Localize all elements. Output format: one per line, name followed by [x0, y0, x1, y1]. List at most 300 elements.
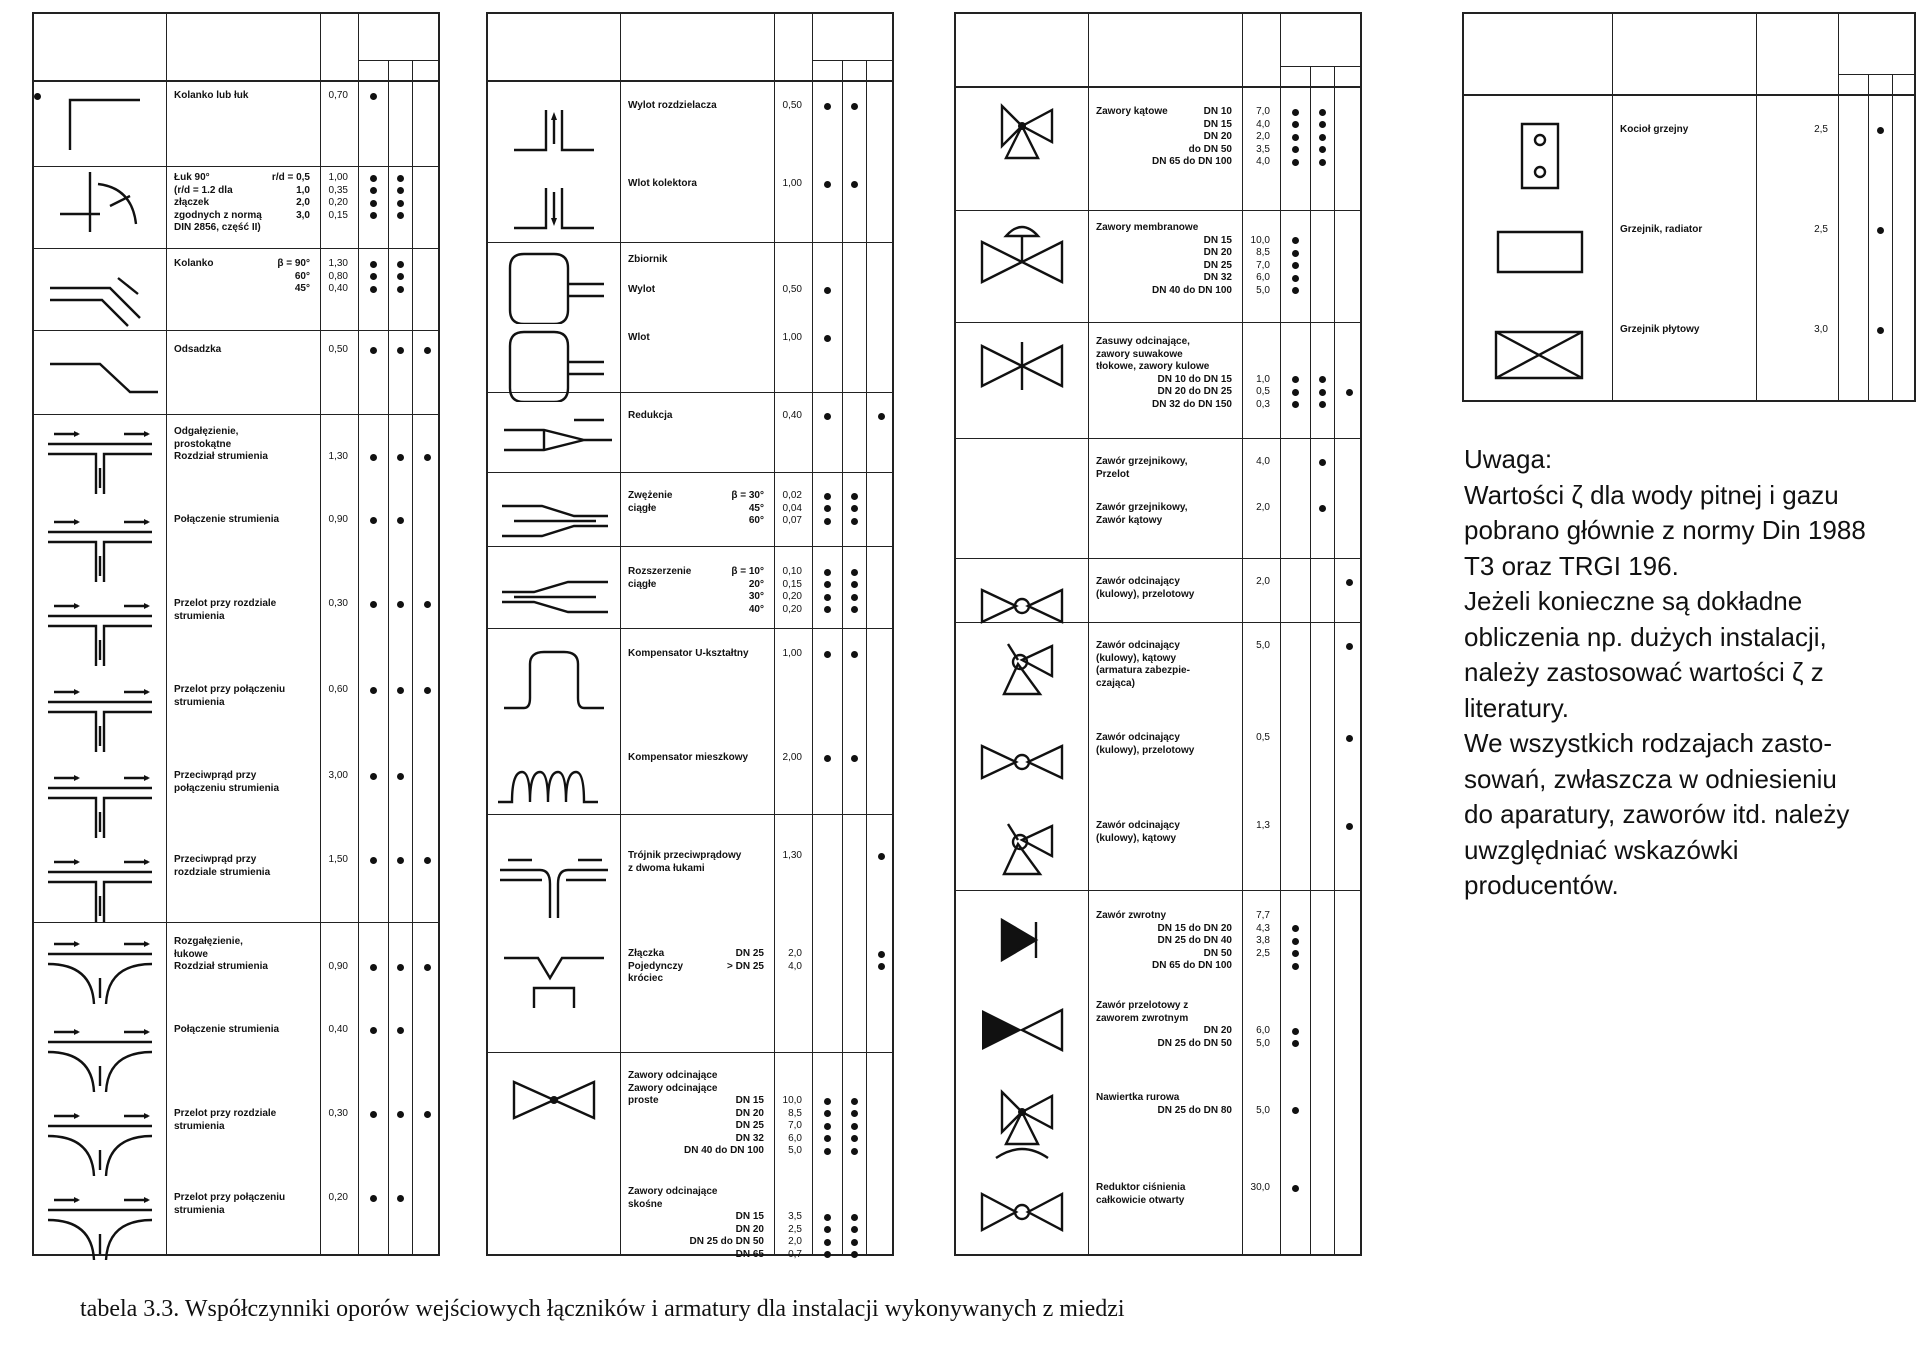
usage-dot: [851, 1214, 858, 1221]
zeta-value: 3,0: [1814, 324, 1828, 335]
valve-angle-icon: [962, 96, 1082, 176]
fitting-name: Zwężenie ciągłe: [628, 490, 673, 514]
zeta-value: 0,40: [782, 410, 802, 421]
symbol-cell: [962, 1172, 1082, 1257]
note-line: Wartości ζ dla wody pitnej i gazu: [1464, 479, 1839, 510]
zeta-value: 0,50: [328, 344, 348, 355]
symbol-cell: [494, 480, 614, 565]
fittings-table-4: [1462, 12, 1916, 402]
usage-dot: [851, 606, 858, 613]
usage-dot: [1319, 134, 1326, 141]
usage-dot: [370, 1195, 377, 1202]
arc-split-icon: [40, 926, 160, 1006]
fitting-variant: DN 15 do DN 20 DN 25 do DN 40 DN 50 DN 65 do DN 100: [1151, 922, 1232, 971]
ball2-icon: [962, 722, 1082, 802]
symbol-cell: [962, 900, 1082, 985]
fitting-variant: DN 15 DN 20 DN 25 do DN 50 DN 65: [689, 1211, 764, 1260]
zeta-value: 0,5: [1256, 732, 1270, 743]
usage-dot: [397, 1111, 404, 1118]
zeta-value: 10,0 8,5 7,0 6,0 5,0: [1250, 234, 1270, 296]
fitting-variant: β = 90° 60° 45°: [277, 258, 310, 294]
zeta-value: 0,50: [782, 100, 802, 111]
usage-dot: [878, 951, 885, 958]
usage-dot: [851, 1148, 858, 1155]
usage-dot: [1319, 146, 1326, 153]
table-header: [34, 14, 438, 82]
usage-dot: [370, 601, 377, 608]
ucomp-icon: [494, 638, 614, 718]
usage-dot: [1292, 950, 1299, 957]
usage-dot: [1319, 121, 1326, 128]
usage-dot: [1346, 579, 1353, 586]
zeta-value: 3,00: [328, 770, 348, 781]
usage-dot: [1292, 376, 1299, 383]
zeta-value: 0,70: [328, 90, 348, 101]
zeta-value: 1,30 0,80 0,40: [328, 258, 348, 294]
usage-dot: [1292, 159, 1299, 166]
note-line: T3 oraz TRGI 196.: [1464, 550, 1679, 581]
usage-dot: [824, 103, 831, 110]
symbol-cell: [40, 248, 160, 333]
fitting-name: Redukcja: [628, 410, 673, 421]
note-line: uwzględniać wskazówki: [1464, 834, 1739, 865]
usage-dot: [824, 518, 831, 525]
fitting-name: Wlot: [628, 332, 650, 343]
zeta-value: 7,0 4,0 2,0 3,5 4,0: [1256, 106, 1270, 167]
column-line: [1756, 14, 1757, 400]
valve-membrane-icon: [962, 212, 1082, 292]
fitting-name: Rozgałęzienie, łukowe Rozdział strumienia: [174, 936, 268, 972]
usage-dot: [824, 1098, 831, 1105]
usage-dot: [1292, 1107, 1299, 1114]
tee-join-icon: [40, 504, 160, 584]
row-divider: [956, 210, 1360, 211]
fitting-name: Trójnik przeciwprądowy z dwoma łukami: [628, 850, 742, 874]
symbol-cell: [494, 90, 614, 175]
column-line: [1838, 14, 1839, 400]
usage-dot: [397, 286, 404, 293]
usage-dot: [851, 651, 858, 658]
usage-dot: [370, 517, 377, 524]
usage-dot: [1292, 146, 1299, 153]
usage-dot: [1292, 389, 1299, 396]
symbol-cell: [40, 504, 160, 589]
fitting-variant: DN 25 do DN 80: [1157, 1104, 1232, 1116]
usage-dot: [1346, 823, 1353, 830]
zeta-value: 2,5: [1814, 224, 1828, 235]
usage-dot: [851, 505, 858, 512]
zeta-value: 0,02 0,04 0,07: [782, 490, 802, 526]
reducer-icon: [494, 400, 614, 480]
column-line: [1868, 74, 1869, 400]
zeta-value: 0,10 0,15 0,20 0,20: [782, 566, 802, 615]
usage-dot: [1319, 459, 1326, 466]
column-line: [166, 14, 167, 1254]
fittings-table-1: [32, 12, 440, 1256]
note-line: literatury.: [1464, 692, 1569, 723]
usage-dot: [824, 1251, 831, 1258]
fitting-name: Zbiornik: [628, 254, 668, 265]
usage-dot: [1292, 287, 1299, 294]
symbol-cell: [40, 926, 160, 1011]
check-icon: [962, 900, 1082, 980]
usage-dot: [424, 857, 431, 864]
symbol-cell: [40, 162, 160, 247]
usage-dot: [397, 175, 404, 182]
symbol-cell: [962, 96, 1082, 181]
usage-dot: [851, 569, 858, 576]
column-line: [1088, 14, 1089, 1254]
usage-dot: [824, 505, 831, 512]
fitting-name: Kompensator U-kształtny: [628, 648, 749, 659]
radiator-icon: [1478, 214, 1598, 294]
zeta-value: 1,50: [328, 854, 348, 865]
usage-dot: [851, 1135, 858, 1142]
usage-dot: [1292, 1040, 1299, 1047]
zeta-value: 3,5 2,5 2,0 0,7: [788, 1211, 802, 1260]
symbol-cell: [494, 556, 614, 641]
usage-dot: [424, 964, 431, 971]
usage-dot: [397, 1027, 404, 1034]
usage-divider: [1280, 66, 1360, 67]
symbol-cell: [494, 244, 614, 329]
fitting-name: Kompensator mieszkowy: [628, 752, 749, 763]
zeta-value: 5,0: [1256, 1104, 1270, 1116]
fitting-name: Kolanko: [174, 258, 214, 269]
fitting-name: Zasuwy odcinające, zawory suwakowe tłokowe, zawory kulowe: [1096, 336, 1210, 372]
zeta-value: 0,60: [328, 684, 348, 695]
usage-dot: [370, 200, 377, 207]
usage-dot: [1877, 327, 1884, 334]
usage-dot: [397, 187, 404, 194]
usage-dot: [1346, 643, 1353, 650]
column-line: [1280, 14, 1281, 1254]
symbol-cell: [1478, 114, 1598, 199]
usage-dot: [824, 413, 831, 420]
usage-dot: [397, 200, 404, 207]
manifold-in-icon: [494, 168, 614, 248]
usage-dot: [370, 1111, 377, 1118]
arc-pass2-icon: [40, 1182, 160, 1262]
usage-dot: [878, 413, 885, 420]
row-divider: [488, 1052, 892, 1053]
symbol-cell: [962, 810, 1082, 895]
usage-dot: [370, 687, 377, 694]
valve-straight-icon: [494, 1060, 614, 1140]
column-line: [866, 60, 867, 1254]
tee-pass2-icon: [40, 674, 160, 754]
usage-dot: [424, 1111, 431, 1118]
usage-dot: [1319, 505, 1326, 512]
usage-dot: [370, 261, 377, 268]
usage-dot: [1319, 401, 1326, 408]
table-header: [488, 14, 892, 82]
column-line: [1892, 74, 1893, 400]
column-line: [412, 60, 413, 1254]
symbol-cell: [40, 760, 160, 845]
narrow-icon: [494, 480, 614, 560]
usage-dot: [1319, 109, 1326, 116]
usage-dot: [851, 493, 858, 500]
zeta-value: 0,40: [328, 1024, 348, 1035]
fitting-name: Zawór odcinający (kulowy), przelotowy: [1096, 576, 1195, 600]
usage-dot: [824, 755, 831, 762]
tank2-icon: [494, 322, 614, 402]
usage-dot: [424, 347, 431, 354]
symbol-cell: [494, 400, 614, 485]
usage-dot: [1292, 963, 1299, 970]
usage-dot: [824, 493, 831, 500]
symbol-cell: [1478, 214, 1598, 299]
usage-dot: [851, 1098, 858, 1105]
row-divider: [956, 438, 1360, 439]
fitting-name: Łuk 90° (r/d = 1.2 dla złączek zgodnych z normą DIN 2856, część II): [174, 172, 262, 233]
usage-dot: [424, 687, 431, 694]
gate-icon: [962, 326, 1082, 406]
row-divider: [956, 322, 1360, 323]
usage-dot: [1292, 250, 1299, 257]
fitting-name: Zawór zwrotny: [1096, 910, 1167, 921]
usage-dot: [397, 517, 404, 524]
zeta-value: 2,5: [1814, 124, 1828, 135]
symbol-cell: [494, 638, 614, 723]
fitting-name: Połączenie strumienia: [174, 1024, 280, 1035]
fitting-name: Złączka Pojedynczy króciec: [628, 948, 684, 984]
arc-pass-icon: [40, 1098, 160, 1178]
symbol-cell: [40, 416, 160, 501]
zeta-value: 2,0: [1256, 502, 1270, 513]
note-line: Jeżeli konieczne są dokładne: [1464, 586, 1803, 616]
column-line: [320, 14, 321, 1254]
bend-icon: [40, 248, 160, 328]
usage-dot: [397, 273, 404, 280]
usage-dot: [824, 1226, 831, 1233]
fitting-name: Kocioł grzejny: [1620, 124, 1689, 135]
zeta-value: 2,0 4,0: [788, 948, 802, 972]
usage-dot: [1319, 159, 1326, 166]
usage-dot: [397, 687, 404, 694]
symbol-cell: [494, 840, 614, 925]
panel-icon: [1478, 314, 1598, 394]
usage-dot: [824, 569, 831, 576]
column-line: [1242, 14, 1243, 1254]
zeta-value: 1,30: [782, 850, 802, 861]
column-line: [1334, 66, 1335, 1254]
row-divider: [956, 558, 1360, 559]
symbol-cell: [494, 742, 614, 827]
fitting-name: Odgałęzienie, prostokątne Rozdział strumienia: [174, 426, 268, 462]
fitting-variant: DN 10 do DN 15 DN 20 do DN 25 DN 32 do DN 150: [1151, 373, 1232, 410]
symbol-cell: [40, 588, 160, 673]
symbol-cell: [40, 1182, 160, 1267]
fitting-name: Zawory membranowe: [1096, 222, 1199, 233]
zeta-value: 2,00: [782, 752, 802, 763]
usage-divider: [358, 60, 438, 61]
fitting-variant: β = 10° 20° 30° 40°: [731, 566, 764, 615]
usage-dot: [1292, 262, 1299, 269]
usage-dot: [424, 601, 431, 608]
ytee-icon: [494, 840, 614, 920]
fitting-name: Zawór przelotowy z zaworem zwrotnym: [1096, 1000, 1189, 1024]
usage-dot: [824, 335, 831, 342]
usage-dot: [397, 347, 404, 354]
fitting-name: Zawór grzejnikowy, Przelot: [1096, 456, 1188, 480]
usage-dot: [397, 261, 404, 268]
usage-dot: [1292, 401, 1299, 408]
note-line: Uwaga:: [1464, 444, 1553, 474]
check2-icon: [962, 990, 1082, 1070]
symbol-cell: [40, 674, 160, 759]
fitting-name: Zawór odcinający (kulowy), kątowy (armatura zabezpie- czająca): [1096, 640, 1190, 689]
symbol-cell: [494, 938, 614, 1023]
zeta-value: 30,0: [1250, 1182, 1270, 1193]
symbol-cell: [494, 1060, 614, 1145]
usage-dot: [1319, 376, 1326, 383]
symbol-cell: [962, 1082, 1082, 1167]
zeta-value: 7,7 4,3 3,8 2,5: [1256, 910, 1270, 959]
table-header: [956, 14, 1360, 88]
fitting-variant: β = 30° 45° 60°: [731, 490, 764, 526]
symbol-cell: [40, 334, 160, 419]
zeta-value: 0,90: [328, 514, 348, 525]
tank-icon: [494, 244, 614, 324]
fitting-variant: DN 20 DN 25 do DN 50: [1157, 1025, 1232, 1049]
usage-dot: [370, 857, 377, 864]
usage-dot: [824, 1110, 831, 1117]
usage-dot: [824, 581, 831, 588]
fitting-name: Grzejnik płytowy: [1620, 324, 1700, 335]
usage-dot: [851, 1251, 858, 1258]
note-block: [1464, 442, 1866, 904]
fitting-name: Zawór odcinający (kulowy), kątowy: [1096, 820, 1180, 844]
symbol-cell: [962, 630, 1082, 715]
usage-dot: [878, 963, 885, 970]
usage-dot: [370, 286, 377, 293]
bellows-icon: [494, 742, 614, 822]
table-caption: tabela 3.3. Współczynniki oporów wejściowych łączników i armatury dla instalacji wykonywanych z miedzi: [80, 1296, 1125, 1322]
note-line: sowań, zwłaszcza w odniesieniu: [1464, 763, 1837, 794]
fitting-name: Przeciwprąd przy połączeniu strumienia: [174, 770, 280, 794]
stub-icon: [494, 938, 614, 1018]
tap-icon: [962, 1082, 1082, 1162]
usage-dot: [397, 773, 404, 780]
symbol-cell: [494, 168, 614, 253]
reducer-valve-icon: [962, 1172, 1082, 1252]
fitting-name: Rozszerzenie ciągłe: [628, 566, 692, 590]
symbol-cell: [494, 322, 614, 407]
fitting-name: Zawory kątowe: [1096, 106, 1168, 117]
fitting-name: Zawory odcinające Zawory odcinające proste: [628, 1070, 718, 1106]
fitting-name: Przelot przy połączeniu strumienia: [174, 684, 286, 708]
elbow-icon: [40, 80, 160, 160]
usage-dot: [824, 1135, 831, 1142]
fittings-table-3: [954, 12, 1362, 1256]
usage-dot: [878, 853, 885, 860]
zeta-value: 0,30: [328, 1108, 348, 1119]
usage-dot: [1292, 237, 1299, 244]
note-line: do aparatury, zaworów itd. należy: [1464, 799, 1850, 829]
fitting-name: Przeciwprąd przy rozdziale strumienia: [174, 854, 271, 878]
zeta-value: 1,00: [782, 648, 802, 659]
symbol-cell: [40, 844, 160, 929]
usage-dot: [1292, 134, 1299, 141]
usage-dot: [370, 347, 377, 354]
zeta-value: 1,00: [782, 178, 802, 189]
usage-dot: [370, 93, 377, 100]
fitting-name: Przelot przy rozdziale strumienia: [174, 1108, 277, 1132]
usage-dot: [370, 187, 377, 194]
fitting-name: Zawór grzejnikowy, Zawór kątowy: [1096, 502, 1188, 526]
arc-icon: [40, 162, 160, 242]
usage-dot: [824, 1123, 831, 1130]
usage-dot: [824, 594, 831, 601]
column-line: [358, 14, 359, 1254]
symbol-cell: [40, 1014, 160, 1099]
fitting-name: Kolanko lub łuk: [174, 90, 249, 101]
symbol-cell: [40, 1098, 160, 1183]
usage-dot: [824, 181, 831, 188]
note-line: należy zastosować wartości ζ z: [1464, 657, 1824, 687]
column-line: [774, 14, 775, 1254]
usage-dot: [397, 601, 404, 608]
usage-dot: [370, 964, 377, 971]
usage-dot: [370, 212, 377, 219]
note-line: producentów.: [1464, 870, 1619, 900]
table-header: [1464, 14, 1914, 96]
symbol-cell: [962, 212, 1082, 297]
usage-divider: [1838, 74, 1914, 75]
note-line: pobrano głównie z normy Din 1988: [1464, 515, 1866, 545]
usage-dot: [1346, 735, 1353, 742]
usage-dot: [1319, 389, 1326, 396]
usage-divider: [812, 60, 892, 61]
usage-dot: [1292, 938, 1299, 945]
usage-dot: [824, 1148, 831, 1155]
usage-dot: [424, 454, 431, 461]
fitting-name: Odsadzka: [174, 344, 222, 355]
symbol-cell: [962, 990, 1082, 1075]
usage-dot: [851, 581, 858, 588]
column-line: [1310, 66, 1311, 1254]
zeta-value: 1,00: [782, 332, 802, 343]
symbol-cell: [962, 326, 1082, 411]
fitting-name: Przelot przy połączeniu strumienia: [174, 1192, 286, 1216]
column-line: [812, 14, 813, 1254]
fitting-variant: r/d = 0,5 1,0 2,0 3,0: [271, 172, 310, 221]
usage-dot: [1877, 227, 1884, 234]
symbol-cell: [962, 722, 1082, 807]
zeta-value: 1,3: [1256, 820, 1270, 831]
column-line: [620, 14, 621, 1254]
fitting-name: Reduktor ciśnienia całkowicie otwarty: [1096, 1182, 1186, 1206]
usage-dot: [370, 454, 377, 461]
column-line: [388, 60, 389, 1254]
zeta-value: 0,50: [782, 284, 802, 295]
manifold-out-icon: [494, 90, 614, 170]
zeta-value: 1,00 0,35 0,20 0,15: [328, 172, 348, 221]
zeta-value: 2,0: [1256, 576, 1270, 587]
usage-dot: [370, 175, 377, 182]
zeta-value: 0,20: [328, 1192, 348, 1203]
symbol-cell: [1478, 314, 1598, 399]
usage-dot: [370, 773, 377, 780]
ball-angle-icon: [962, 630, 1082, 710]
fitting-variant: DN 15 DN 20 DN 25 DN 32 DN 40 do DN 100: [683, 1095, 764, 1156]
fitting-variant: DN 25 > DN 25: [727, 948, 764, 972]
usage-dot: [397, 212, 404, 219]
tee-pass-icon: [40, 588, 160, 668]
usage-dot: [824, 1239, 831, 1246]
